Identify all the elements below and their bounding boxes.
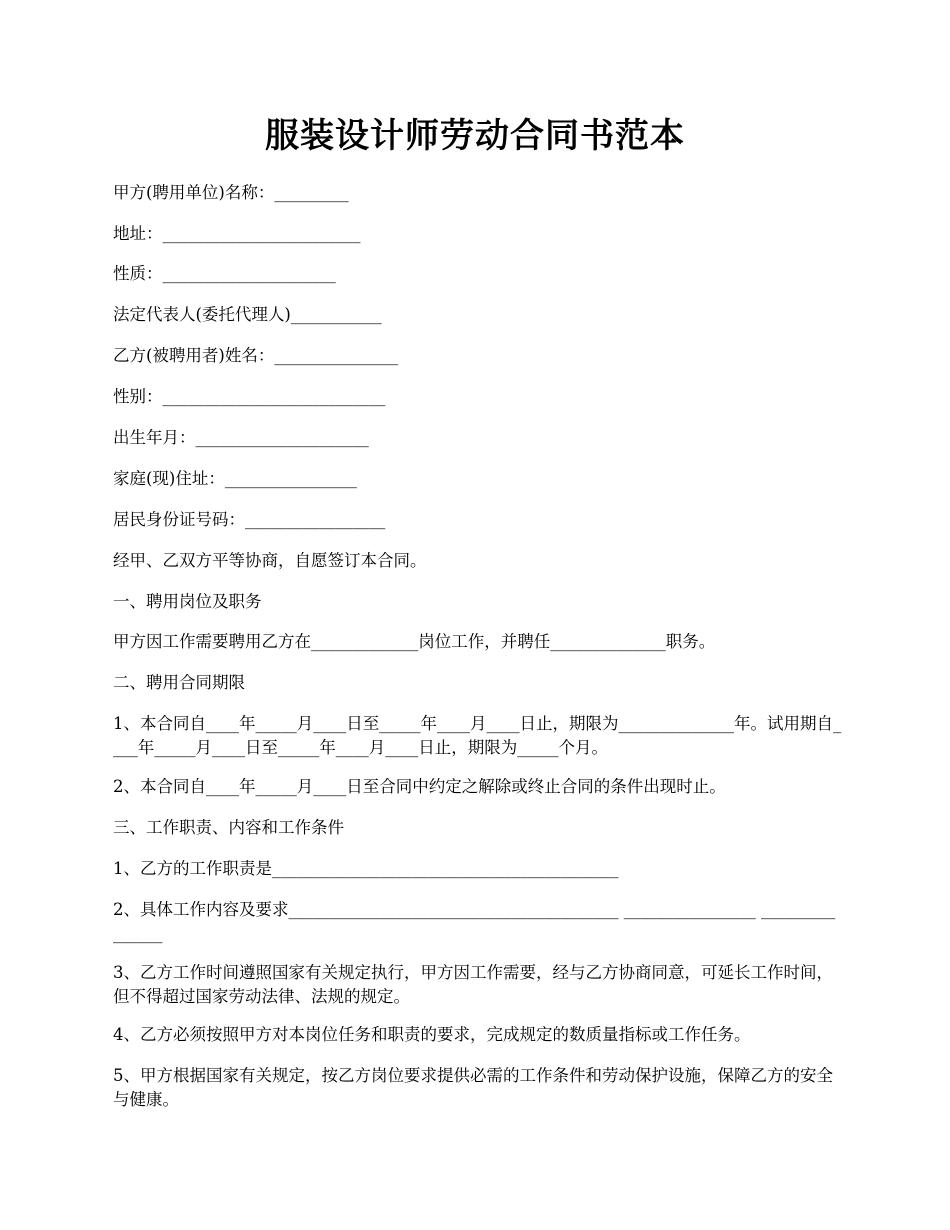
section-2-clause-2: 2、本合同自____年_____月____日至合同中约定之解除或终止合同的条件出现时止。 xyxy=(113,777,726,796)
section-heading-3: 三、工作职责、内容和工作条件 xyxy=(113,818,344,837)
agreement-intro: 经甲、乙双方平等协商，自愿签订本合同。 xyxy=(113,551,427,570)
section-1-body: 甲方因工作需要聘用乙方在_____________岗位工作，并聘任______________职务。 xyxy=(113,632,716,651)
section-3-clause-2: 2、具体工作内容及要求________________________________________ ________________ _______________ xyxy=(113,900,836,943)
party-b-gender-field: 性别：___________________________ xyxy=(113,387,386,406)
party-b-address-field: 家庭(现)住址：________________ xyxy=(113,469,357,488)
party-a-name-field: 甲方(聘用单位)名称：_________ xyxy=(113,183,349,202)
section-heading-1: 一、聘用岗位及职务 xyxy=(113,592,262,611)
section-3-clause-5: 5、甲方根据国家有关规定，按乙方岗位要求提供必需的工作条件和劳动保护设施，保障乙方的安全与健康。 xyxy=(113,1066,833,1109)
party-a-address-field: 地址：________________________ xyxy=(113,224,361,243)
section-heading-2: 二、聘用合同期限 xyxy=(113,673,245,692)
section-3-clause-1: 1、乙方的工作职责是__________________________________________ xyxy=(113,859,619,878)
legal-representative-field: 法定代表人(委托代理人)___________ xyxy=(113,305,382,324)
party-b-id-field: 居民身份证号码：_________________ xyxy=(113,510,386,529)
party-b-name-field: 乙方(被聘用者)姓名：_______________ xyxy=(113,346,399,365)
document-title: 服装设计师劳动合同书范本 xyxy=(265,116,685,156)
party-b-birth-field: 出生年月：_____________________ xyxy=(113,428,369,447)
party-a-nature-field: 性质：_____________________ xyxy=(113,264,336,283)
section-2-clause-1: 1、本合同自____年_____月____日至_____年____月____日止，期限为______________年。试用期自____年_____月____日至_____年____月____日止，期限为_____个月。 xyxy=(113,714,842,757)
section-3-clause-4: 4、乙方必须按照甲方对本岗位任务和职责的要求，完成规定的数质量指标或工作任务。 xyxy=(113,1025,751,1044)
section-3-clause-3: 3、乙方工作时间遵照国家有关规定执行，甲方因工作需要，经与乙方协商同意，可延长工作时间，但不得超过国家劳动法律、法规的规定。 xyxy=(113,963,833,1006)
